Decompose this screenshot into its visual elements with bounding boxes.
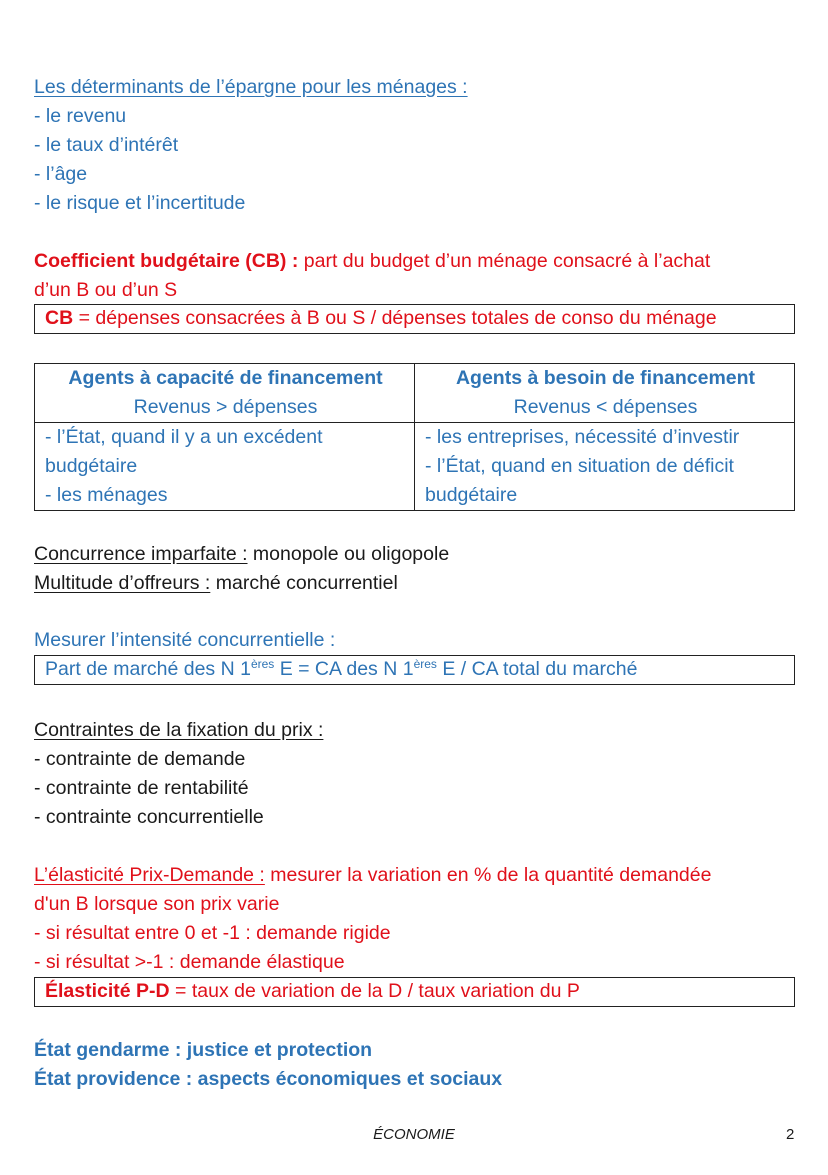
list-item: - le risque et l’incertitude bbox=[34, 192, 246, 214]
cb-definition-text-2: d’un B ou d’un S bbox=[34, 279, 178, 301]
elasticity-term: L’élasticité Prix-Demande : bbox=[34, 864, 265, 886]
right-items-cell bbox=[415, 423, 795, 511]
cb-definition-text: part du budget d’un ménage consacré à l’achat bbox=[298, 250, 711, 272]
page-number: 2 bbox=[786, 1126, 795, 1143]
state-providence: État providence : aspects économiques et sociaux bbox=[34, 1068, 503, 1090]
state-section bbox=[34, 1036, 502, 1094]
right-header: Agents à besoin de financement bbox=[455, 367, 756, 389]
list-item: - si résultat >-1 : demande élastique bbox=[34, 951, 345, 973]
right-subheader: Revenus < dépenses bbox=[513, 396, 698, 418]
elasticity-formula-term: Élasticité P-D bbox=[45, 980, 170, 1002]
formula-part: Part de marché des N 1 bbox=[45, 658, 251, 680]
savings-section bbox=[34, 73, 468, 218]
elasticity-formula-box bbox=[34, 977, 795, 1007]
elasticity-section bbox=[34, 861, 711, 977]
table-cell-line: - l’État, quand il y a un excédent bbox=[45, 426, 323, 448]
multitude-value: marché concurrentiel bbox=[210, 572, 398, 594]
list-item: - contrainte de rentabilité bbox=[34, 777, 249, 799]
left-header: Agents à capacité de financement bbox=[68, 367, 383, 389]
multitude-label: Multitude d’offreurs : bbox=[34, 572, 211, 594]
elasticity-formula-text: = taux de variation de la D / taux variation du P bbox=[169, 980, 580, 1002]
list-item: - le revenu bbox=[34, 105, 127, 127]
list-item: - l’âge bbox=[34, 163, 88, 185]
cb-formula-box bbox=[34, 304, 795, 334]
left-items-cell bbox=[35, 423, 415, 511]
table-cell-line: - l’État, quand en situation de déficit bbox=[425, 455, 734, 477]
formula-part: E = CA des N 1 bbox=[274, 658, 414, 680]
cb-term: Coefficient budgétaire (CB) : bbox=[34, 250, 299, 272]
table-cell-line: - les entreprises, nécessité d’investir bbox=[425, 426, 740, 448]
state-gendarme: État gendarme : justice et protection bbox=[34, 1039, 373, 1061]
list-item: - si résultat entre 0 et -1 : demande rigide bbox=[34, 922, 391, 944]
list-item: - contrainte de demande bbox=[34, 748, 246, 770]
agents-table bbox=[34, 363, 795, 511]
table-cell-line: budgétaire bbox=[45, 455, 138, 477]
competition-section bbox=[34, 540, 449, 598]
elasticity-definition: mesurer la variation en % de la quantité demandée bbox=[264, 864, 712, 886]
formula-part: E / CA total du marché bbox=[436, 658, 638, 680]
imperfect-value: monopole ou oligopole bbox=[247, 543, 450, 565]
intensity-heading: Mesurer l’intensité concurrentielle : bbox=[34, 629, 336, 651]
price-section bbox=[34, 716, 323, 832]
intensity-formula-box bbox=[34, 655, 795, 685]
cb-definition bbox=[34, 247, 710, 305]
superscript: ères bbox=[250, 657, 275, 671]
left-header-cell bbox=[35, 364, 415, 423]
list-item: - le taux d’intérêt bbox=[34, 134, 179, 156]
footer-subject: ÉCONOMIE bbox=[373, 1126, 455, 1143]
left-subheader: Revenus > dépenses bbox=[133, 396, 318, 418]
right-header-cell bbox=[415, 364, 795, 423]
cb-formula-text: = dépenses consacrées à B ou S / dépenses totales de conso du ménage bbox=[73, 307, 717, 329]
elasticity-definition-2: d'un B lorsque son prix varie bbox=[34, 893, 280, 915]
savings-heading: Les déterminants de l’épargne pour les ménages : bbox=[34, 76, 468, 98]
list-item: - contrainte concurrentielle bbox=[34, 806, 264, 828]
table-cell-line: - les ménages bbox=[45, 484, 168, 506]
cb-formula-term: CB bbox=[45, 307, 74, 329]
intensity-heading-wrap bbox=[34, 626, 335, 655]
imperfect-label: Concurrence imparfaite : bbox=[34, 543, 248, 565]
superscript: ères bbox=[413, 657, 437, 671]
table-cell-line: budgétaire bbox=[425, 484, 518, 506]
price-heading: Contraintes de la fixation du prix : bbox=[34, 719, 324, 741]
